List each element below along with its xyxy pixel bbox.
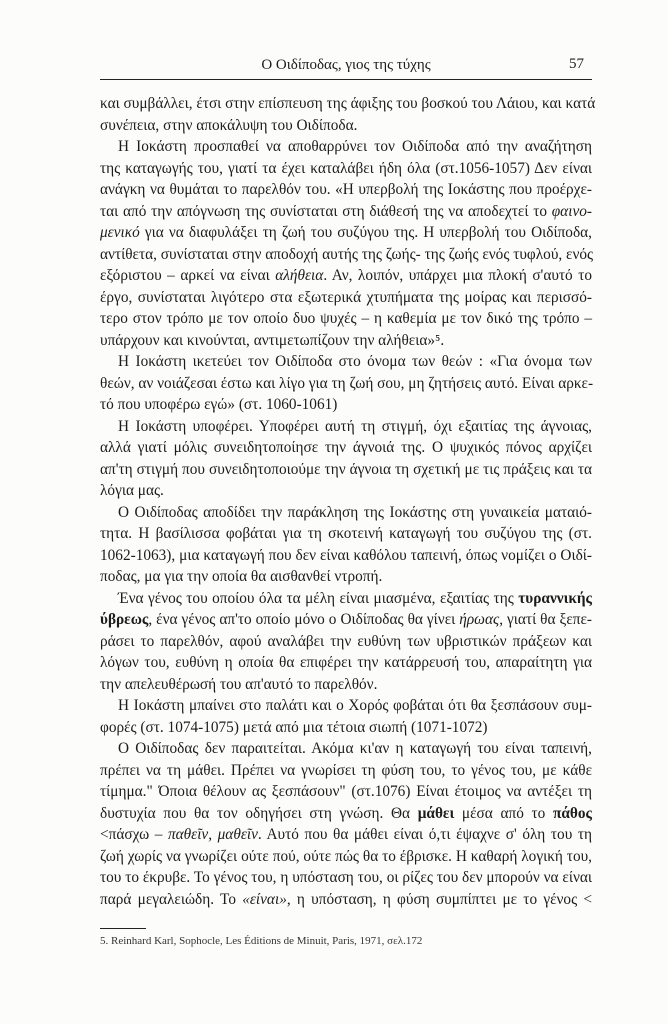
footnote-rule: [100, 928, 146, 929]
text-run: την απελευθέρωσή του απ'αυτό το παρελθόν.: [100, 675, 378, 693]
body-text: [100, 93, 596, 910]
text-run: . Αυτό που θα μάθει είναι ό,τι έψαχνε σ' όλη του τη: [257, 826, 592, 843]
text-run: απ'τη στιγμή που συνειδητοποιούμε την άγνοια τη σχετική με τις πράξεις και τα: [100, 460, 592, 478]
text-run: θεών, αν νοιάζεσαι έστω και λίγο για τη ζωή σου, μη ζητήσεις αυτό. Είναι αρκε-: [100, 374, 594, 392]
text-run: έργο, συνίσταται λιγότερο στα εξωτερικά χτυπήματα της μοίρας και περισσό-: [100, 288, 592, 306]
text-line: [100, 631, 592, 653]
text-run: , γιατί θα ξεπε-: [499, 611, 593, 628]
text-line: [100, 93, 596, 115]
text-line: [100, 588, 592, 610]
text-line: [100, 373, 592, 395]
text-line: [100, 760, 592, 782]
text-line: [100, 717, 592, 739]
text-line: [100, 244, 592, 266]
text-line: [100, 222, 592, 244]
italic-text: παθεῖν, μαθεῖν: [167, 826, 258, 843]
text-run: Ένα γένος του οποίου όλα τα μέλη είναι μιασμένα, εξαιτίας της: [118, 589, 519, 607]
text-run: τό που υποφέρω εγώ» (στ. 1060-1061): [100, 396, 338, 413]
italic-text: ήρωας: [459, 611, 500, 628]
text-line: [100, 502, 592, 524]
text-run: Ο Οιδίποδας δεν παραιτείται. Ακόμα κι'αν η καταγωγή του είναι ταπεινή,: [118, 740, 592, 757]
text-line: [100, 330, 592, 352]
text-run: παρά μεγαλειώδη. Το: [100, 890, 243, 908]
text-line: [100, 287, 592, 309]
text-run: αλλά γιατί μόλις συνειδητοποίησε την άγνοιά της. Ο ψυχικός πόνος αρχίζει: [100, 439, 592, 456]
text-line: [100, 115, 592, 137]
text-line: [100, 566, 592, 588]
text-run: εξόριστου – αρκεί να είναι: [100, 267, 276, 284]
text-run: Η Ιοκάστη προσπαθεί να αποθαρρύνει τον Οιδίποδα από την αναζήτηση: [118, 138, 592, 155]
italic-text: αλήθεια: [275, 267, 324, 284]
text-run: μέσα από το: [454, 804, 553, 822]
text-line: [100, 437, 592, 459]
text-run: τερο στον τρόπο με τον οποίο δυο ψυχές – η καθεμία με τον δικό της τρόπο –: [100, 310, 592, 327]
text-run: λόγια μας.: [100, 482, 164, 499]
page-number: 57: [569, 56, 584, 72]
text-line: [100, 846, 592, 868]
text-line: [100, 201, 592, 223]
text-run: αντίθετα, συνίσταται στην αποδοχή αυτής της ζωής- της ζωής ενός τυφλού, ενός: [100, 245, 594, 263]
text-run: , ένα γένος απ'το οποίο μόνο ο Οιδίποδας θα γίνει: [148, 611, 460, 628]
text-run: ποδας, μα για την οποία θα αισθανθεί ντροπή.: [100, 568, 383, 585]
text-line: [100, 609, 592, 631]
text-run: <πάσχω –: [100, 826, 168, 843]
text-line: [100, 674, 592, 696]
text-run: του το έκρυβε. Το γένος του, η υπόσταση του, οι ρίζες του δεν μπορούν να είναι: [100, 869, 592, 886]
running-title: Ο Οιδίποδας, γιος της τύχης: [261, 57, 431, 73]
italic-text: «είναι»: [242, 890, 287, 908]
text-line: [100, 523, 592, 545]
text-line: [100, 738, 592, 760]
text-run: συνέπεια, στην αποκάλυψη του Οιδίποδα.: [100, 116, 358, 134]
text-line: [100, 158, 592, 180]
text-line: [100, 652, 592, 674]
text-run: και συμβάλλει, έτσι στην επίσπευση της άφιξης του βοσκού του Λάιου, και κατά: [100, 95, 596, 112]
text-run: Ο Οιδίποδας αποδίδει την παράκληση της Ιοκάστης στη γυναικεία ματαιό-: [118, 503, 592, 521]
text-run: 1062-1063), μια καταγωγή που δεν είναι καθόλου ταπεινή, όπως νομίζει ο Οιδί-: [100, 546, 592, 564]
bold-text: πάθος: [552, 804, 592, 822]
text-run: τητα. Η βασίλισσα φοβάται για τη σκοτεινή καταγωγή του συζύγου της (στ.: [100, 525, 592, 542]
text-run: Η Ιοκάστη υποφέρει. Υποφέρει αυτή τη στιγμή, όχι εξαιτίας της άγνοιας,: [118, 417, 592, 435]
text-run: φορές (στ. 1074-1075) μετά από μια τέτοια σιωπή (1071-1072): [100, 718, 488, 736]
bold-text: τυραννικής: [518, 589, 592, 607]
text-line: [100, 394, 592, 416]
italic-text: μενικό: [100, 224, 140, 241]
italic-text: φαινο-: [551, 202, 592, 220]
text-run: ανάγκη να θυμάται το παρελθόν του. «Η υπερβολή της Ιοκάστης που προέρχε-: [100, 181, 592, 198]
text-run: ζωή χωρίς να γνωρίζει ούτε πού, ούτε πώς θα το έβρισκε. Η καθαρή λογική του,: [100, 847, 592, 865]
text-line: [100, 179, 592, 201]
text-line: [100, 695, 592, 717]
text-run: ράσει το παρελθόν, αφού αναλάβει την ευθύνη των υβριστικών πράξεων και: [100, 632, 592, 650]
text-line: [100, 308, 592, 330]
text-line: [100, 803, 592, 825]
header-rule: [100, 79, 592, 80]
text-line: [100, 136, 592, 158]
text-run: της καταγωγής του, γιατί τα έχει καταλάβει ήδη όλα (στ.1056-1057) Δεν είναι: [100, 159, 592, 177]
text-run: ται από την απόγνωση της συνίσταται στη διάθεσή της να αποδεχτεί το: [100, 202, 552, 220]
text-run: για να διαφυλάξει τη ζωή του συζύγου της. Η υπερβολή του Οιδίποδα,: [139, 224, 592, 241]
text-run: . Αν, λοιπόν, υπάρχει μια πλοκή σ'αυτό το: [323, 267, 592, 284]
text-run: λόγων του, ευθύνη η οποία θα επιφέρει την κατάρρευσή του, απαραίτητη για: [100, 654, 592, 671]
text-line: [100, 545, 592, 567]
text-run: Η Ιοκάστη ικετεύει τον Οιδίποδα στο όνομα των θεών : «Για όνομα των: [118, 353, 592, 370]
text-line: [100, 889, 592, 911]
footnote: 5. Reinhard Karl, Sophocle, Les Éditions de Minuit, Paris, 1971, σελ.172: [100, 935, 423, 947]
text-run: πρέπει να τη μάθει. Πρέπει να γνωρίσει τη φύση του, το γένος του, με κάθε: [100, 761, 592, 779]
bold-text: μάθει: [417, 804, 455, 822]
text-line: [100, 351, 592, 373]
text-run: υπάρχουν και κινούνται, αντιμετωπίζουν την αλήθεια»⁵.: [100, 331, 445, 349]
text-run: Η Ιοκάστη μπαίνει στο παλάτι και ο Χορός φοβάται ότι θα ξεσπάσουν συμ-: [118, 697, 592, 714]
bold-text: ύβρεως: [100, 611, 149, 628]
text-line: [100, 824, 592, 846]
text-line: [100, 416, 592, 438]
text-run: τίμημα." Όποια θέλουν ας ξεσπάσουν" (στ.1076) Είναι έτοιμος να αντέξει τη: [100, 783, 592, 800]
text-line: [100, 265, 592, 287]
text-run: δυστυχία που θα τον οδηγήσει στη γνώση. Θα: [100, 804, 418, 822]
running-header: [100, 56, 592, 78]
text-line: [100, 867, 592, 889]
text-line: [100, 459, 592, 481]
text-run: , η υπόσταση, η φύση συμπίπτει με το γένος <: [286, 890, 592, 908]
text-line: [100, 781, 592, 803]
text-line: [100, 480, 592, 502]
